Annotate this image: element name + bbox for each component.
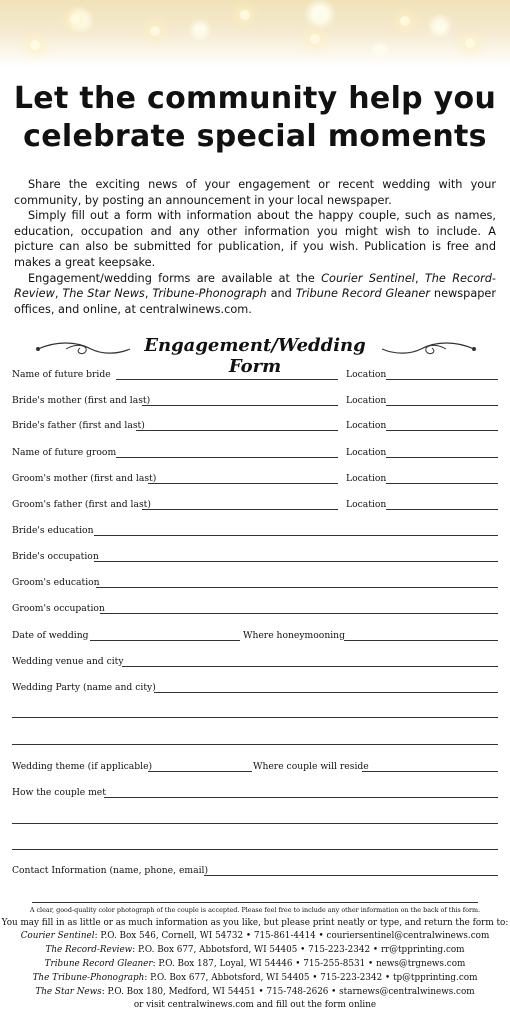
- grooms-father-location-field[interactable]: [386, 509, 498, 510]
- grooms-mother-location-field[interactable]: [386, 483, 498, 484]
- groom-location-field[interactable]: [386, 457, 498, 458]
- date-honeymoon-row: [12, 630, 498, 642]
- brides-mother-row: [12, 395, 498, 407]
- grooms-occupation-label: Groom's occupation: [12, 603, 105, 614]
- bride-location-field[interactable]: [386, 379, 498, 380]
- brides-father-row: [12, 420, 498, 432]
- brides-occupation-field[interactable]: [94, 561, 498, 562]
- theme-reside-row: [12, 761, 498, 773]
- bride-name-row: [12, 369, 498, 381]
- brides-mother-label: Bride's mother (first and last): [12, 395, 151, 406]
- form-title: Engagement/Wedding Form: [144, 335, 366, 377]
- where-honeymooning-label: Where honeymooning: [243, 630, 345, 641]
- date-of-wedding-label: Date of wedding: [12, 630, 89, 641]
- how-met-row: [12, 787, 498, 799]
- contact-info-label: Contact Information (name, phone, email): [12, 865, 209, 876]
- office-courier-sentinel: Courier Sentinel: P.O. Box 546, Cornell, WI 54732 • 715-861-4414 • couriersentinel@centralwinews.com: [20, 931, 490, 941]
- return-instructions: You may fill in as little or as much information as you like, but please print neatly or type, and return the form to:: [1, 918, 509, 928]
- venue-city-row: [12, 656, 498, 668]
- brides-education-row: [12, 525, 498, 537]
- grooms-mother-location-label: Location: [346, 473, 387, 484]
- contact-info-row: [12, 865, 498, 877]
- how-met-line-3[interactable]: [12, 849, 498, 850]
- wedding-party-field[interactable]: [154, 692, 498, 693]
- left-flourish-icon: [36, 339, 132, 359]
- contact-info-field[interactable]: [204, 875, 498, 876]
- grooms-education-label: Groom's education: [12, 577, 100, 588]
- brides-education-field[interactable]: [94, 535, 498, 536]
- brides-mother-location-field[interactable]: [386, 405, 498, 406]
- intro-text: [14, 177, 496, 317]
- wedding-theme-label: Wedding theme (if applicable): [12, 761, 153, 772]
- office-tribune-phonograph: The Tribune-Phonograph: P.O. Box 677, Abbotsford, WI 54405 • 715-223-2342 • tp@tpprinting.com: [32, 973, 478, 983]
- venue-city-label: Wedding venue and city: [12, 656, 124, 667]
- how-met-label: How the couple met: [12, 787, 106, 798]
- grooms-father-row: [12, 499, 498, 511]
- photo-note: A clear, good-quality color photograph of the couple is accepted. Please feel free to include any other information on the back of this form.: [29, 906, 481, 914]
- bride-name-field[interactable]: [116, 379, 338, 380]
- bride-name-label: Name of future bride: [12, 369, 111, 380]
- grooms-occupation-field[interactable]: [100, 613, 498, 614]
- decorative-lights-banner: [0, 0, 510, 68]
- brides-father-location-field[interactable]: [386, 430, 498, 431]
- intro-paragraph-2: Simply fill out a form with information about the happy couple, such as names, education, occupation and any other information you might wish to include. A picture can also be submitted for publication, if you wish. Publication is free and makes a great keepsake.: [14, 209, 496, 269]
- brides-mother-location-label: Location: [346, 395, 387, 406]
- groom-name-label: Name of future groom: [12, 447, 117, 458]
- office-tribune-record-gleaner: Tribune Record Gleaner: P.O. Box 187, Loyal, WI 54446 • 715-255-8531 • news@trgnews.com: [44, 959, 466, 969]
- office-record-review: The Record-Review: P.O. Box 677, Abbotsford, WI 54405 • 715-223-2342 • rr@tpprinting.com: [45, 945, 465, 955]
- brides-father-label: Bride's father (first and last): [12, 420, 145, 431]
- intro-paragraph-3: Engagement/wedding forms are available at the Courier Sentinel, The Record-Review, The Star News, Tribune-Phonograph and Tribune Record Gleaner newspaper offices, and online, at centralwinews.com.: [14, 271, 497, 316]
- venue-city-field[interactable]: [122, 666, 498, 667]
- grooms-father-field[interactable]: [142, 509, 338, 510]
- wedding-party-line-2[interactable]: [12, 717, 498, 718]
- office-star-news: The Star News: P.O. Box 180, Medford, WI 54451 • 715-748-2626 • starnews@centralwinews.com: [35, 987, 475, 997]
- bride-location-label: Location: [346, 369, 387, 380]
- grooms-occupation-row: [12, 603, 498, 615]
- brides-father-location-label: Location: [346, 420, 387, 431]
- right-flourish-icon: [380, 339, 476, 359]
- brides-mother-field[interactable]: [142, 405, 338, 406]
- wedding-party-row: [12, 682, 498, 694]
- grooms-mother-row: [12, 473, 498, 485]
- brides-education-label: Bride's education: [12, 525, 94, 536]
- groom-location-label: Location: [346, 447, 387, 458]
- divider: [32, 902, 478, 903]
- wedding-party-line-3[interactable]: [12, 744, 498, 745]
- headline: Let the community help you celebrate special moments: [13, 81, 497, 154]
- date-of-wedding-field[interactable]: [90, 640, 240, 641]
- how-met-field[interactable]: [104, 797, 498, 798]
- how-met-line-2[interactable]: [12, 823, 498, 824]
- online-option: or visit centralwinews.com and fill out the form online: [133, 1000, 377, 1010]
- grooms-education-row: [12, 577, 498, 589]
- grooms-education-field[interactable]: [96, 587, 498, 588]
- brides-occupation-label: Bride's occupation: [12, 551, 99, 562]
- where-reside-field[interactable]: [362, 771, 498, 772]
- wedding-party-label: Wedding Party (name and city): [12, 682, 156, 693]
- grooms-father-location-label: Location: [346, 499, 387, 510]
- grooms-mother-label: Groom's mother (first and last): [12, 473, 157, 484]
- groom-name-row: [12, 447, 498, 459]
- brides-father-field[interactable]: [136, 430, 338, 431]
- groom-name-field[interactable]: [116, 457, 338, 458]
- brides-occupation-row: [12, 551, 498, 563]
- intro-paragraph-1: Share the exciting news of your engagement or recent wedding with your community, by posting an announcement in your local newspaper.: [14, 178, 496, 207]
- grooms-father-label: Groom's father (first and last): [12, 499, 151, 510]
- where-reside-label: Where couple will reside: [253, 761, 369, 772]
- wedding-theme-field[interactable]: [148, 771, 252, 772]
- where-honeymooning-field[interactable]: [344, 640, 498, 641]
- grooms-mother-field[interactable]: [148, 483, 338, 484]
